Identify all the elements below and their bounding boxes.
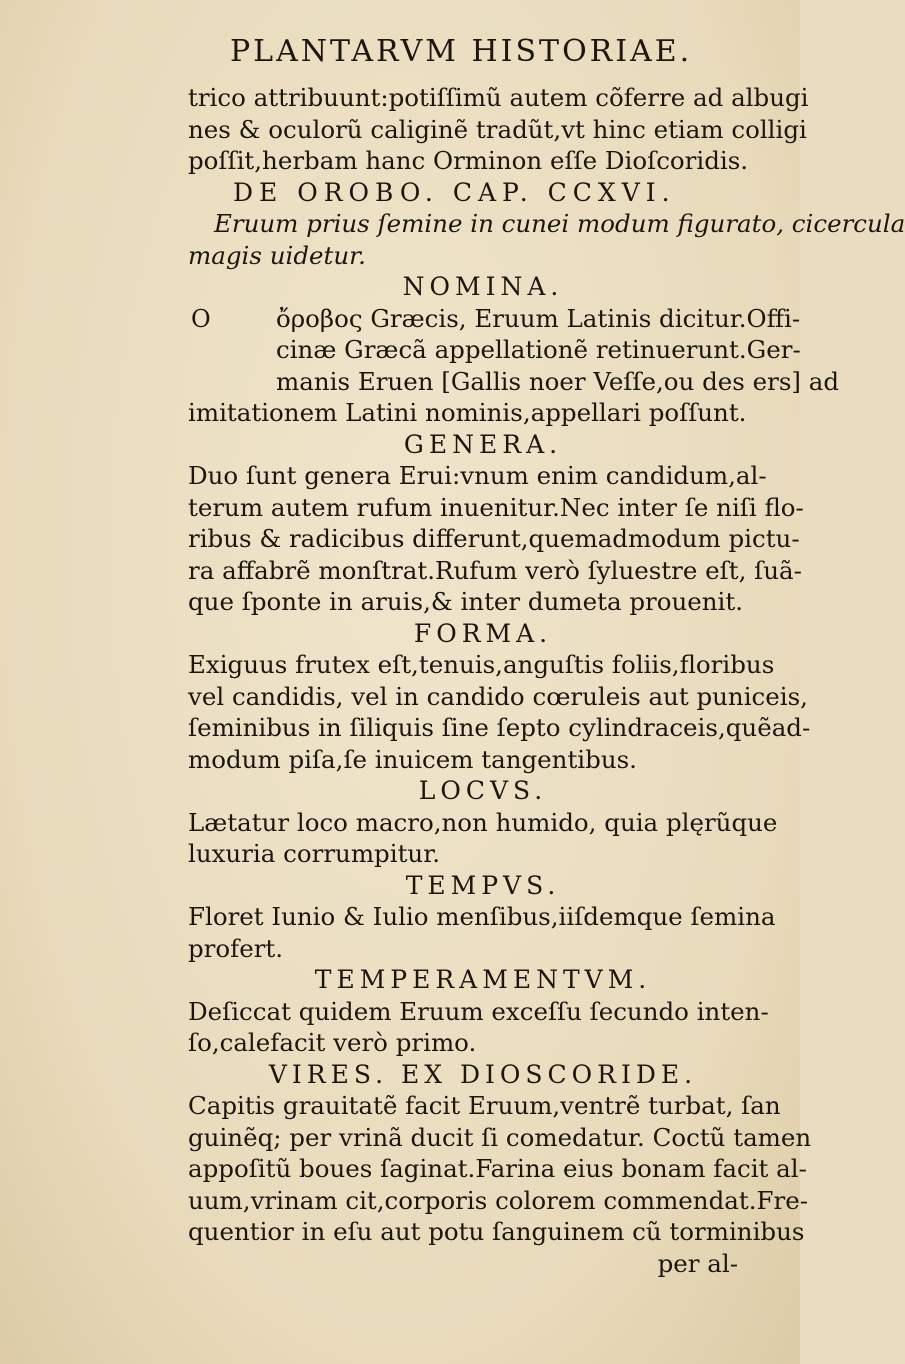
text-line: nes & oculorũ caliginẽ tradũt,vt hinc etiam colligi [188,114,807,144]
text-line: profert. [188,933,284,963]
text-line: TEMPVS. [405,870,561,900]
text-line: appoſitũ boues ſaginat.Farina eius bonam facit al- [188,1154,807,1183]
text-line: Capitis grauitatẽ facit Eruum,ventrẽ turbat, ſan [188,1091,781,1120]
text-line: vel candidis, vel in candido cœruleis aut puniceis, [188,681,808,711]
text-line: TEMPERAMENTVM. [314,965,652,994]
text-block [188,82,905,1279]
text-line: manis Eruen [Gallis noer Veſſe,ou des ers] ad [276,366,840,396]
side-letter: O [191,305,211,333]
text-line: DE OROBO. CAP. CCXVI. [233,177,676,207]
text-line: cinæ Græcã appellationẽ retinuerunt.Ger- [276,335,801,364]
text-line: guinẽq; per vrinã ducit ſi comedatur. Coctũ tamen [188,1122,812,1152]
text-line: Duo ſunt genera Erui:vnum enim candidum,al- [188,461,767,490]
text-line: terum autem rufum inuenitur.Nec inter ſe niſi flo- [188,492,804,522]
text-line: luxuria corrumpitur. [188,839,441,868]
text-line: magis uidetur. [188,240,366,270]
text-line: ſeminibus in ſiliquis ſine ſepto cylindraceis,quẽad- [188,713,811,742]
text-line: Lætatur loco macro,non humido, quia plęrũque [188,807,778,837]
text-line: uum,vrinam cit,corporis colorem commendat.Fre- [188,1185,809,1215]
text-line: NOMINA. [402,272,564,301]
text-line: que ſponte in aruis,& inter dumeta prouenit. [188,587,744,616]
text-line: ribus & radicibus differunt,quemadmodum pictu- [188,524,800,553]
text-line: ra affabrẽ monſtrat.Rufum verò ſyluestre eſt, ſuã- [188,555,802,585]
text-line: trico attribuunt:potiſſimũ autem cõferre ad albugi [188,83,809,112]
text-line: imitationem Latini nominis,appellari poſſunt. [188,398,747,427]
text-line: GENERA. [403,429,563,459]
text-line: quentior in eſu aut potu ſanguinem cũ torminibus [188,1217,805,1246]
text-line: LOCVS. [418,776,548,805]
text-line: Deſiccat quidem Eruum exceſſu ſecundo inten- [188,996,769,1026]
text-line: Eruum prius ſemine in cunei modum figurato, cicercula [214,209,905,238]
text-line: Exiguus frutex eſt,tenuis,anguſtis foliis,floribus [188,650,775,679]
text-line: ὄροβος Græcis, Eruum Latinis dicitur.Offi- [276,303,801,333]
text-line: per al- [657,1248,738,1278]
text-line: VIRES. EX DIOSCORIDE. [268,1059,698,1089]
text-line: modum piſa,ſe inuicem tangentibus. [188,744,637,774]
text-line: poſſit,herbam hanc Orminon eſſe Dioſcoridis. [188,146,749,175]
running-head: PLANTARVM HISTORIAE. [230,34,693,69]
text-line: Floret Iunio & Iulio menſibus,iiſdemque ſemina [188,902,776,931]
text-line: ſo,calefacit verò primo. [188,1028,477,1057]
text-line: FORMA. [413,618,553,648]
